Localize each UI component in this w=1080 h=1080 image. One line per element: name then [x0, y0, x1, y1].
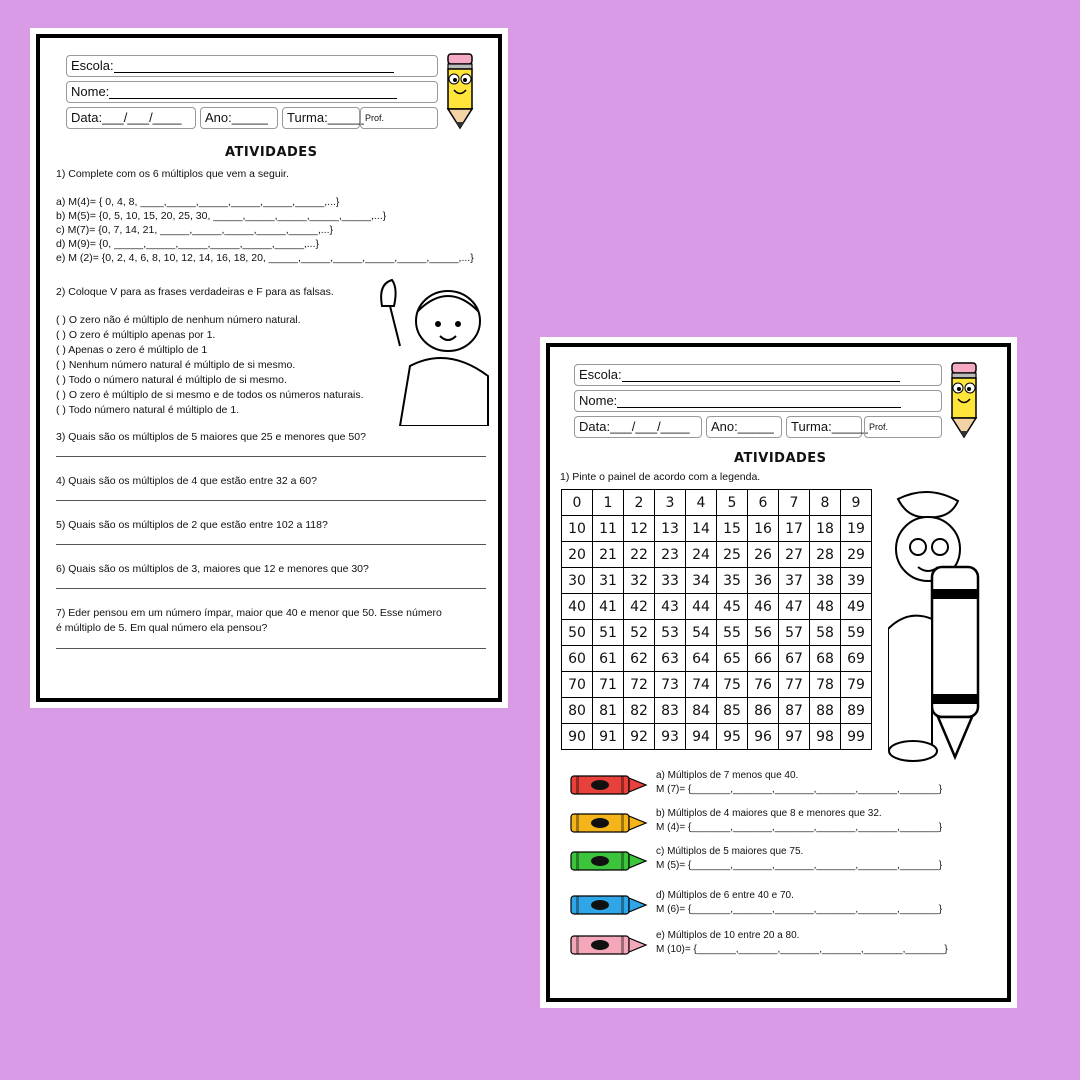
- grid-cell[interactable]: 88: [810, 698, 841, 724]
- grid-cell[interactable]: 59: [841, 620, 872, 646]
- grid-cell[interactable]: 31: [593, 568, 624, 594]
- grid-cell[interactable]: 86: [748, 698, 779, 724]
- grid-cell[interactable]: 43: [655, 594, 686, 620]
- legend-item-label: b) Múltiplos de 4 maiores que 8 e menores que 32.: [656, 808, 882, 819]
- grid-cell[interactable]: 0: [562, 490, 593, 516]
- grid-cell[interactable]: 38: [810, 568, 841, 594]
- grid-row: [562, 672, 872, 698]
- legend-item-label: e) Múltiplos de 10 entre 20 a 80.: [656, 930, 800, 941]
- grid-row: [562, 724, 872, 750]
- nome-field[interactable]: [574, 390, 942, 412]
- grid-cell[interactable]: 67: [779, 646, 810, 672]
- grid-cell[interactable]: 19: [841, 516, 872, 542]
- grid-row: [562, 698, 872, 724]
- grid-cell[interactable]: 94: [686, 724, 717, 750]
- grid-cell[interactable]: 40: [562, 594, 593, 620]
- legend-item-label: d) Múltiplos de 6 entre 40 e 70.: [656, 890, 794, 901]
- legend-item-answer[interactable]: M (6)= {_______,_______,_______,_______,_______,_______}: [656, 904, 943, 915]
- grid-cell[interactable]: 69: [841, 646, 872, 672]
- page-title: ATIVIDADES: [734, 451, 827, 466]
- worksheet-1: [30, 28, 508, 708]
- escola-field[interactable]: [574, 364, 942, 386]
- grid-cell[interactable]: 73: [655, 672, 686, 698]
- ano-label: Ano:_____: [205, 110, 268, 125]
- grid-cell[interactable]: 12: [624, 516, 655, 542]
- grid-cell[interactable]: 44: [686, 594, 717, 620]
- grid-cell[interactable]: 28: [810, 542, 841, 568]
- grid-cell[interactable]: 46: [748, 594, 779, 620]
- q2-item: ( ) Nenhum número natural é múltiplo de si mesmo.: [56, 359, 296, 371]
- grid-cell[interactable]: 33: [655, 568, 686, 594]
- grid-cell[interactable]: 53: [655, 620, 686, 646]
- grid-cell[interactable]: 10: [562, 516, 593, 542]
- grid-cell[interactable]: 66: [748, 646, 779, 672]
- grid-cell[interactable]: 98: [810, 724, 841, 750]
- grid-cell[interactable]: 72: [624, 672, 655, 698]
- grid-cell[interactable]: 84: [686, 698, 717, 724]
- q3-prompt: 3) Quais são os múltiplos de 5 maiores que 25 e menores que 50?: [56, 431, 366, 443]
- grid-cell[interactable]: 34: [686, 568, 717, 594]
- q2-prompt: 2) Coloque V para as frases verdadeiras e F para as falsas.: [56, 286, 334, 298]
- q2-item: ( ) O zero não é múltiplo de nenhum número natural.: [56, 314, 301, 326]
- turma-field[interactable]: [282, 107, 364, 129]
- data-label: Data:___/___/____: [71, 110, 182, 125]
- grid-cell[interactable]: 51: [593, 620, 624, 646]
- pencil-mascot-icon: [944, 361, 984, 441]
- grid-cell[interactable]: 48: [810, 594, 841, 620]
- q1-item-d: d) M(9)= {0, _____,_____,_____,_____,_____,_____,...}: [56, 238, 320, 250]
- legend-item-label: a) Múltiplos de 7 menos que 40.: [656, 770, 799, 781]
- nome-field[interactable]: [66, 81, 438, 103]
- grid-cell[interactable]: 30: [562, 568, 593, 594]
- grid-cell[interactable]: 62: [624, 646, 655, 672]
- grid-cell[interactable]: 39: [841, 568, 872, 594]
- grid-cell[interactable]: 78: [810, 672, 841, 698]
- ano-label: Ano:_____: [711, 419, 774, 434]
- grid-cell[interactable]: 96: [748, 724, 779, 750]
- grid-cell[interactable]: 92: [624, 724, 655, 750]
- grid-cell[interactable]: 49: [841, 594, 872, 620]
- grid-cell[interactable]: 20: [562, 542, 593, 568]
- q7-answer-line[interactable]: [56, 648, 486, 649]
- grid-cell[interactable]: 22: [624, 542, 655, 568]
- grid-cell[interactable]: 58: [810, 620, 841, 646]
- q3-answer-line[interactable]: [56, 456, 486, 457]
- grid-cell[interactable]: 14: [686, 516, 717, 542]
- grid-cell[interactable]: 87: [779, 698, 810, 724]
- grid-cell[interactable]: 32: [624, 568, 655, 594]
- pencil-mascot-icon: [440, 52, 480, 132]
- grid-cell[interactable]: 91: [593, 724, 624, 750]
- grid-cell[interactable]: 97: [779, 724, 810, 750]
- grid-cell[interactable]: 7: [779, 490, 810, 516]
- grid-cell[interactable]: 65: [717, 646, 748, 672]
- legend-item-answer[interactable]: M (4)= {_______,_______,_______,_______,_______,_______}: [656, 822, 943, 833]
- grid-row: [562, 620, 872, 646]
- grid-cell[interactable]: 85: [717, 698, 748, 724]
- q6-prompt: 6) Quais são os múltiplos de 3, maiores que 12 e menores que 30?: [56, 563, 369, 575]
- grid-cell[interactable]: 60: [562, 646, 593, 672]
- grid-cell[interactable]: 45: [717, 594, 748, 620]
- page-title: ATIVIDADES: [225, 145, 318, 160]
- q4-prompt: 4) Quais são os múltiplos de 4 que estão entre 32 a 60?: [56, 475, 317, 487]
- grid-cell[interactable]: 26: [748, 542, 779, 568]
- ano-field[interactable]: [706, 416, 782, 438]
- grid-row: [562, 568, 872, 594]
- girl-illustration-icon: [370, 276, 490, 426]
- grid-cell[interactable]: 75: [717, 672, 748, 698]
- grid-cell[interactable]: 25: [717, 542, 748, 568]
- grid-cell[interactable]: 80: [562, 698, 593, 724]
- data-field[interactable]: [66, 107, 196, 129]
- nome-label: Nome:: [579, 393, 618, 408]
- prof-field[interactable]: [864, 416, 942, 438]
- legend-item-label: c) Múltiplos de 5 maiores que 75.: [656, 846, 804, 857]
- crayon-icon: [570, 773, 650, 797]
- grid-cell[interactable]: 13: [655, 516, 686, 542]
- prof-label: Prof.: [365, 113, 385, 123]
- grid-cell[interactable]: 11: [593, 516, 624, 542]
- grid-cell[interactable]: 90: [562, 724, 593, 750]
- q4-answer-line[interactable]: [56, 500, 486, 501]
- grid-row: [562, 490, 872, 516]
- grid-cell[interactable]: 2: [624, 490, 655, 516]
- grid-cell[interactable]: 8: [810, 490, 841, 516]
- grid-row: [562, 646, 872, 672]
- crayon-icon: [570, 933, 650, 957]
- grid-cell[interactable]: 5: [717, 490, 748, 516]
- ano-field[interactable]: [200, 107, 278, 129]
- grid-cell[interactable]: 55: [717, 620, 748, 646]
- grid-cell[interactable]: 83: [655, 698, 686, 724]
- q2-item: ( ) Apenas o zero é múltiplo de 1: [56, 344, 208, 356]
- prompt: 1) Pinte o painel de acordo com a legenda.: [560, 471, 761, 483]
- data-label: Data:___/___/____: [579, 419, 690, 434]
- grid-cell[interactable]: 79: [841, 672, 872, 698]
- grid-cell[interactable]: 35: [717, 568, 748, 594]
- grid-cell[interactable]: 18: [810, 516, 841, 542]
- legend-item-answer[interactable]: M (7)= {_______,_______,_______,_______,_______,_______}: [656, 784, 943, 795]
- turma-label: Turma:_____: [791, 419, 868, 434]
- prof-field[interactable]: [360, 107, 438, 129]
- q1-item-c: c) M(7)= {0, 7, 14, 21, _____,_____,_____,_____,_____,...}: [56, 224, 334, 236]
- grid-cell[interactable]: 16: [748, 516, 779, 542]
- grid-cell[interactable]: 57: [779, 620, 810, 646]
- worksheet-2: [540, 337, 1017, 1008]
- grid-cell[interactable]: 70: [562, 672, 593, 698]
- boy-with-crayon-illustration-icon: [888, 489, 1000, 769]
- sheet-content: [548, 345, 1009, 1000]
- grid-cell[interactable]: 52: [624, 620, 655, 646]
- grid-cell[interactable]: 71: [593, 672, 624, 698]
- q1-item-b: b) M(5)= {0, 5, 10, 15, 20, 25, 30, _____,_____,_____,_____,_____,...}: [56, 210, 387, 222]
- grid-cell[interactable]: 95: [717, 724, 748, 750]
- grid-cell[interactable]: 68: [810, 646, 841, 672]
- q1-prompt: 1) Complete com os 6 múltiplos que vem a seguir.: [56, 168, 289, 180]
- grid-cell[interactable]: 36: [748, 568, 779, 594]
- q2-item: ( ) Todo número natural é múltiplo de 1.: [56, 404, 240, 416]
- nome-label: Nome:: [71, 84, 110, 99]
- grid-cell[interactable]: 23: [655, 542, 686, 568]
- crayon-icon: [570, 849, 650, 873]
- grid-cell[interactable]: 21: [593, 542, 624, 568]
- grid-row: [562, 516, 872, 542]
- q1-item-a: a) M(4)= { 0, 4, 8, ____,_____,_____,_____,_____,_____,...}: [56, 196, 340, 208]
- grid-cell[interactable]: 64: [686, 646, 717, 672]
- grid-cell[interactable]: 6: [748, 490, 779, 516]
- crayon-icon: [570, 811, 650, 835]
- grid-cell[interactable]: 41: [593, 594, 624, 620]
- q1-item-e: e) M (2)= {0, 2, 4, 6, 8, 10, 12, 14, 16, 18, 20, _____,_____,_____,_____,_____,_____,...}: [56, 252, 474, 264]
- grid-cell[interactable]: 3: [655, 490, 686, 516]
- legend-item-answer[interactable]: M (10)= {_______,_______,_______,_______,_______,_______}: [656, 944, 948, 955]
- grid-cell[interactable]: 27: [779, 542, 810, 568]
- grid-cell[interactable]: 77: [779, 672, 810, 698]
- grid-row: [562, 594, 872, 620]
- grid-cell[interactable]: 47: [779, 594, 810, 620]
- grid-cell[interactable]: 81: [593, 698, 624, 724]
- q2-item: ( ) O zero é múltiplo de si mesmo e de todos os números naturais.: [56, 389, 364, 401]
- prof-label: Prof.: [869, 422, 889, 432]
- q7-prompt-line1: 7) Eder pensou em um número ímpar, maior que 40 e menor que 50. Esse número: [56, 607, 442, 619]
- grid-cell[interactable]: 54: [686, 620, 717, 646]
- grid-cell[interactable]: 99: [841, 724, 872, 750]
- escola-field[interactable]: [66, 55, 438, 77]
- q5-answer-line[interactable]: [56, 544, 486, 545]
- grid-row: [562, 542, 872, 568]
- data-field[interactable]: [574, 416, 702, 438]
- grid-cell[interactable]: 29: [841, 542, 872, 568]
- grid-cell[interactable]: 1: [593, 490, 624, 516]
- escola-label: Escola:: [579, 367, 622, 382]
- escola-label: Escola:: [71, 58, 114, 73]
- grid-cell[interactable]: 37: [779, 568, 810, 594]
- number-grid: [561, 489, 872, 750]
- turma-label: Turma:_____: [287, 110, 364, 125]
- grid-cell[interactable]: 63: [655, 646, 686, 672]
- grid-cell[interactable]: 61: [593, 646, 624, 672]
- grid-cell[interactable]: 82: [624, 698, 655, 724]
- grid-cell[interactable]: 17: [779, 516, 810, 542]
- q6-answer-line[interactable]: [56, 588, 486, 589]
- crayon-icon: [570, 893, 650, 917]
- q2-item: ( ) Todo o número natural é múltiplo de si mesmo.: [56, 374, 287, 386]
- sheet-content: [38, 36, 500, 700]
- grid-cell[interactable]: 74: [686, 672, 717, 698]
- grid-cell[interactable]: 50: [562, 620, 593, 646]
- grid-cell[interactable]: 15: [717, 516, 748, 542]
- grid-cell[interactable]: 9: [841, 490, 872, 516]
- q2-item: ( ) O zero é múltiplo apenas por 1.: [56, 329, 216, 341]
- grid-cell[interactable]: 24: [686, 542, 717, 568]
- grid-cell[interactable]: 56: [748, 620, 779, 646]
- grid-cell[interactable]: 4: [686, 490, 717, 516]
- turma-field[interactable]: [786, 416, 868, 438]
- legend-item-answer[interactable]: M (5)= {_______,_______,_______,_______,_______,_______}: [656, 860, 943, 871]
- grid-cell[interactable]: 93: [655, 724, 686, 750]
- grid-cell[interactable]: 76: [748, 672, 779, 698]
- q5-prompt: 5) Quais são os múltiplos de 2 que estão entre 102 a 118?: [56, 519, 328, 531]
- q7-prompt-line2: é múltiplo de 5. Em qual número ela pensou?: [56, 622, 268, 634]
- grid-cell[interactable]: 89: [841, 698, 872, 724]
- grid-cell[interactable]: 42: [624, 594, 655, 620]
